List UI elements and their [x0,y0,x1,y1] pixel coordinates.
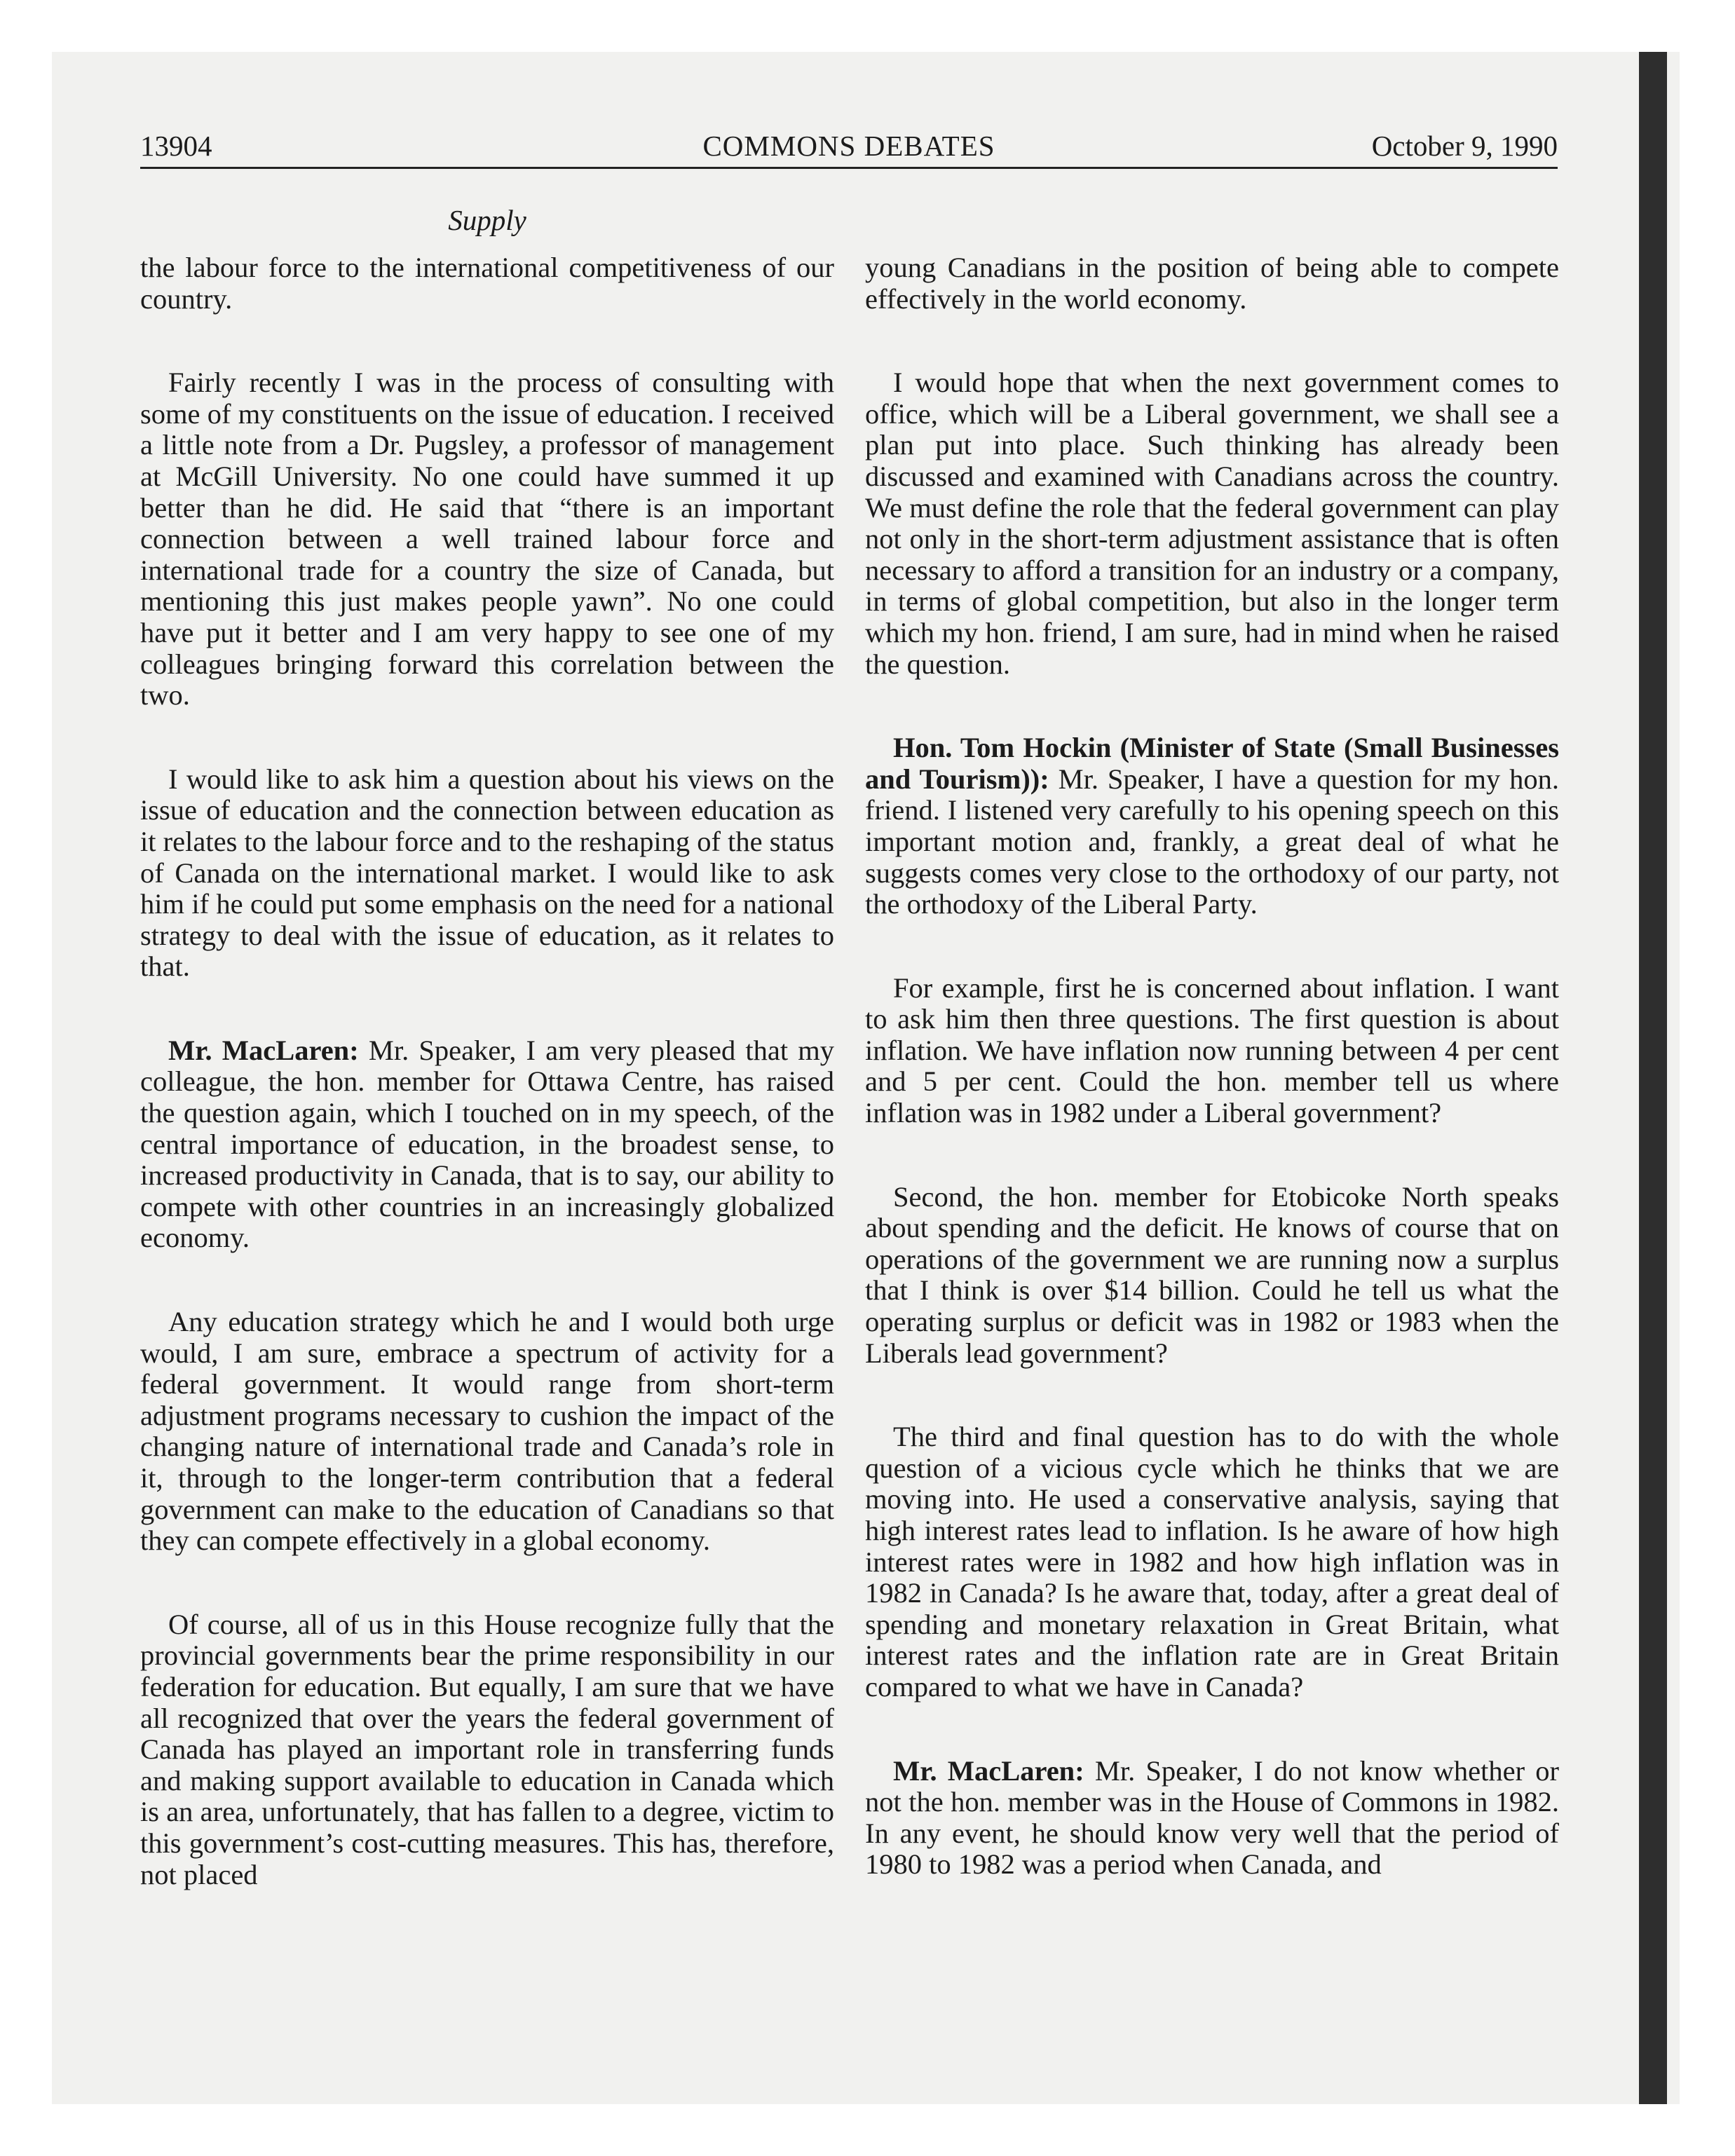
paragraph-text: Mr. Speaker, I am very pleased that my colleague, the hon. member for Ottawa Centre, has raised the question again, which I touched on in my speech, of the central importance of education, in the broadest sense, to increased productivity in Canada, that is to say, our ability to compete with other countries in an increasingly globalized economy. [140,1034,834,1254]
paragraph-text: Of course, all of us in this House recognize fully that the provincial governments bear the prime responsibility in our federation for education. But equally, I am sure that we have all recognized that over the years the federal government of Canada has played an important role in transferring funds and making support available to education in Canada which is an area, unfortunately, that has fallen to a degree, victim to this government’s cost-cutting measures. This has, therefore, not placed [140,1608,834,1890]
right-column [865,252,1559,1933]
paragraph [140,1035,834,1254]
paragraph-text: For example, first he is concerned about inflation. I want to ask him then three questions. The first question is about inflation. We have inflation now running between 4 per cent and 5 per cent. Could the hon. member tell us where inflation was in 1982 under a Liberal government? [865,971,1559,1129]
paragraph [865,732,1559,920]
paragraph-text: Mr. Speaker, I do not know whether or not the hon. member was in the House of Commons in 1982. In any event, he should know very well that the period of 1980 to 1982 was a period when Canada, and [865,1754,1559,1881]
page-date: October 9, 1990 [1371,130,1558,162]
paragraph [140,764,834,983]
paragraph [865,1421,1559,1703]
paragraph [140,252,834,315]
page-number: 13904 [140,130,212,162]
section-heading: Supply [448,204,526,236]
paragraph [140,1609,834,1890]
paragraph-text: Fairly recently I was in the process of consulting with some of my constituents on the issue of education. I received a little note from a Dr. Pugsley, a professor of management at McGill University. No one could have summed it up better than he did. He said that “there is an important connection between a well trained labour force and international trade for a country the size of Canada, but mentioning this just makes people yawn”. No one could have put it better and I am very happy to see one of my colleagues bringing forward this correlation between the two. [140,367,834,711]
speaker-name: Hon. Tom Hockin (Minister of State (Small Businesses and Tourism)): [865,732,1559,795]
paragraph-text: I would like to ask him a question about his views on the issue of education and the connection between education as it relates to the labour force and to the reshaping of the status of Canada on the international market. I would like to ask him if he could put some emphasis on the need for a national strategy to deal with the issue of education, as it relates to that. [140,763,834,983]
left-column [140,252,834,1943]
paragraph-text: the labour force to the international competitiveness of our country. [140,252,834,315]
paragraph [865,973,1559,1129]
publication-title: COMMONS DEBATES [702,130,995,162]
paragraph [140,1306,834,1557]
paragraph-text: young Canadians in the position of being able to compete effectively in the world economy. [865,252,1559,315]
paragraph-text: Any education strategy which he and I would both urge would, I am sure, embrace a spectrum of activity for a federal government. It would range from short-term adjustment programs necessary to cushion the impact of the changing nature of international trade and Canada’s role in it, through to the longer-term contribution that a federal government can make to the education of Canadians so that they can compete effectively in a global economy. [140,1306,834,1557]
paragraph [865,252,1559,315]
header-rule [140,167,1558,169]
paragraph-text: I would hope that when the next government comes to office, which will be a Liberal government, we shall see a plan put into place. Such thinking has already been discussed and examined with Canadians across the country. We must define the role that the federal government can play not only in the short-term adjustment assistance that is often necessary to afford a transition for an industry or a company, in terms of global competition, but also in the longer term which my hon. friend, I am sure, had in mind when he raised the question. [865,367,1559,680]
paragraph-text: The third and final question has to do with the whole question of a vicious cycle which he thinks that we are moving into. He used a conservative analysis, saying that high interest rates lead to inflation. Is he aware of how high interest rates were in 1982 and how high inflation was in 1982 in Canada? Is he aware that, today, after a great deal of spending and monetary relaxation in Great Britain, what interest rates and the inflation rate are in Great Britain compared to what we have in Canada? [865,1421,1559,1703]
paragraph [140,367,834,711]
page-header [140,125,1558,167]
paragraph [865,1182,1559,1370]
paragraph-text: Mr. Speaker, I have a question for my hon. friend. I listened very carefully to his opening speech on this important motion and, frankly, a great deal of what he suggests comes very close to the orthodoxy of our party, not the orthodoxy of the Liberal Party. [865,763,1560,920]
paragraph [865,367,1559,680]
scan-edge-shadow [1639,52,1667,2104]
speaker-name: Mr. MacLaren: [168,1034,359,1066]
speaker-name: Mr. MacLaren: [893,1754,1084,1787]
paragraph-text: Second, the hon. member for Etobicoke North speaks about spending and the deficit. He knows of course that on operations of the government we are running now a surplus that I think is over $14 billion. Could he tell us what the operating surplus or deficit was in 1982 or 1983 when the Liberals lead government? [865,1180,1559,1369]
paragraph [865,1756,1559,1881]
